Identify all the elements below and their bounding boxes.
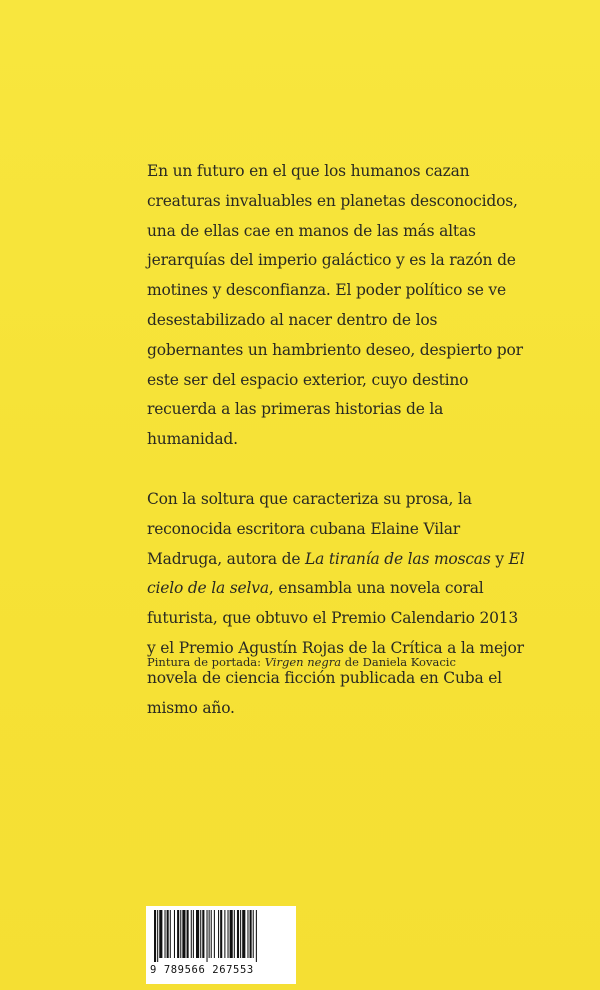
barcode-bar: [218, 910, 219, 958]
barcode-bar: [191, 910, 192, 958]
book-title-1: La tiranía de las moscas: [305, 549, 491, 568]
isbn-barcode: [146, 906, 296, 984]
barcode-bar: [250, 910, 252, 958]
barcode-bar: [170, 910, 171, 958]
cover-art-credit: [147, 654, 527, 670]
barcode-bar: [228, 910, 229, 958]
barcode-bar: [237, 910, 239, 958]
barcode-bar: [196, 910, 199, 958]
barcode-bar: [187, 910, 189, 958]
book-title-2: El cielo de la selva: [147, 549, 525, 598]
barcode-bar: [211, 910, 212, 958]
barcode-bar: [182, 910, 185, 958]
barcode-bar: [242, 910, 245, 958]
barcode-bar: [154, 910, 156, 962]
paragraph-2-intro: Con la soltura que caracteriza su prosa, la reconocida escritora cubana Elaine Vilar Madruga, autora de: [147, 489, 472, 568]
credit-suffix: de Daniela Kovacic: [341, 655, 456, 669]
synopsis-paragraph-1: En un futuro en el que los humanos cazan creaturas invaluables en planetas desconocidos, una de ellas cae en manos de las más altas jerarquías del imperio galáctico y es la razón de motines y desconfianza. El poder político se ve desestabilizado al nacer dentro de los gobernantes un hambriento deseo, despierto por este ser del espacio exterior, cuyo destino recuerda a las primeras historias de la humanidad.: [147, 162, 523, 449]
barcode-bar: [256, 910, 257, 962]
barcode-bar: [200, 910, 201, 958]
barcode-bar: [159, 910, 162, 958]
barcode-bar: [167, 910, 169, 958]
artwork-title: Virgen negra: [264, 655, 342, 669]
barcode-bar: [209, 910, 210, 958]
barcode-bar: [207, 910, 208, 962]
barcode-bar: [157, 910, 158, 962]
barcode-bar: [234, 910, 235, 958]
barcode-bar: [202, 910, 204, 958]
synopsis: [147, 157, 527, 723]
barcode-bar: [193, 910, 194, 958]
barcode-bar: [214, 910, 215, 958]
paragraph-2-rest: , ensambla una novela coral futurista, que obtuvo el Premio Calendario 2013 y el Premio Agustín Rojas de la Crítica a la mejor novela de ciencia ficción publicada en Cuba el mismo año.: [147, 579, 524, 717]
barcode-bars: [152, 910, 290, 962]
barcode-bar: [174, 910, 175, 958]
credit-prefix: Pintura de portada:: [147, 655, 265, 669]
barcode-bar: [224, 910, 225, 958]
synopsis-paragraph-2: [147, 485, 527, 723]
isbn-number: 9 789566 267553: [150, 964, 254, 976]
barcode-bar: [253, 910, 254, 958]
barcode-bar: [230, 910, 233, 958]
barcode-bar: [220, 910, 222, 958]
barcode-bar: [165, 910, 166, 958]
barcode-bar: [247, 910, 248, 958]
barcode-bar: [180, 910, 181, 958]
barcode-bar: [240, 910, 241, 958]
barcode-bar: [177, 910, 179, 958]
paragraph-2-connector: y: [490, 549, 509, 568]
